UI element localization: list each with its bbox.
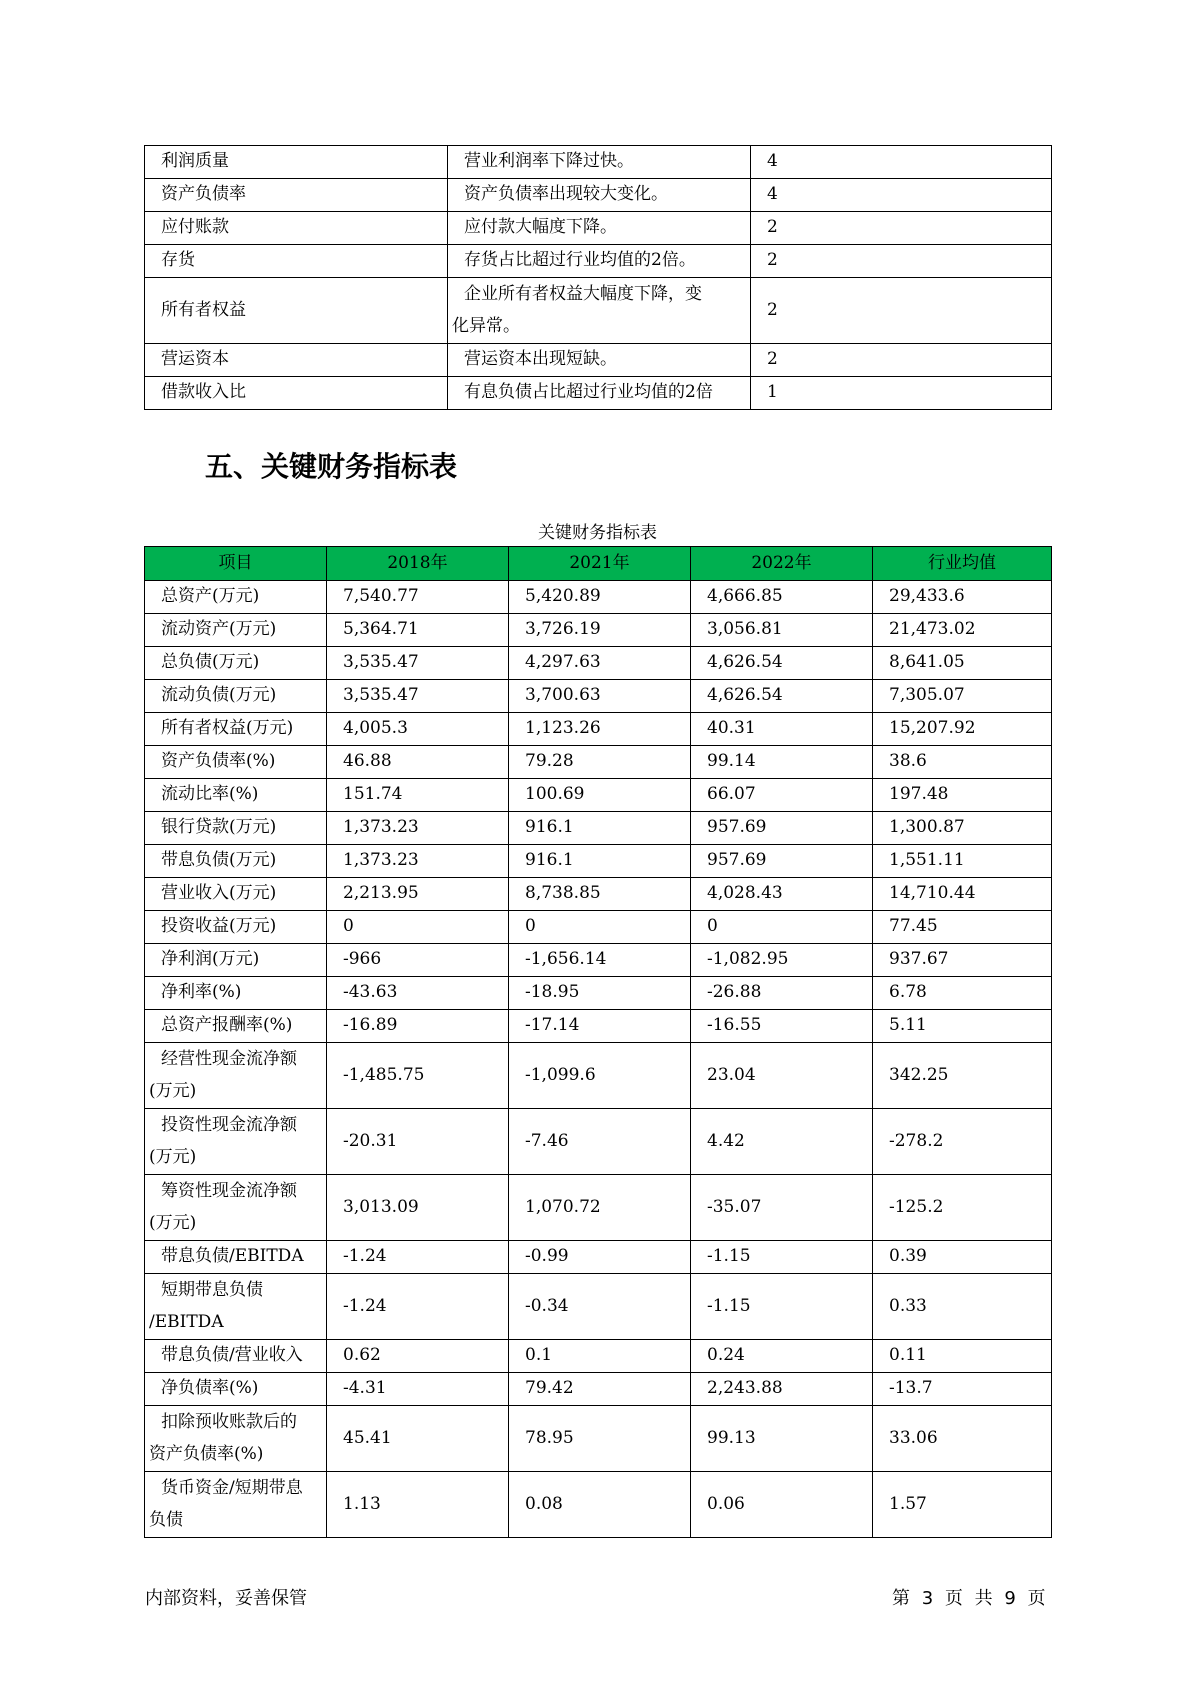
value-cell: -20.31 <box>327 1109 509 1175</box>
table-row <box>145 1472 1052 1538</box>
table-row <box>145 845 1052 878</box>
risk-item: 所有者权益 <box>145 278 448 344</box>
risk-description: 营运资本出现短缺。 <box>448 344 751 377</box>
value-cell: -1.24 <box>327 1241 509 1274</box>
value-cell: -1.15 <box>691 1274 873 1340</box>
row-label <box>145 1109 327 1175</box>
table-row <box>145 746 1052 779</box>
value-cell: -0.34 <box>509 1274 691 1340</box>
value-cell: 3,056.81 <box>691 614 873 647</box>
value-cell: 1,373.23 <box>327 812 509 845</box>
risk-item: 营运资本 <box>145 344 448 377</box>
value-cell: 4,626.54 <box>691 680 873 713</box>
row-label-line: 经营性现金流净额 <box>161 1049 297 1070</box>
table-row <box>145 1274 1052 1340</box>
value-cell: 957.69 <box>691 812 873 845</box>
risk-description: 应付款大幅度下降。 <box>448 212 751 245</box>
value-cell: -1,485.75 <box>327 1043 509 1109</box>
value-cell: 151.74 <box>327 779 509 812</box>
value-cell: 1,300.87 <box>873 812 1052 845</box>
table-row <box>145 212 1052 245</box>
value-cell: -18.95 <box>509 977 691 1010</box>
value-cell: 342.25 <box>873 1043 1052 1109</box>
value-cell: 916.1 <box>509 812 691 845</box>
risk-item: 存货 <box>145 245 448 278</box>
value-cell: 79.42 <box>509 1373 691 1406</box>
row-label: 投资收益(万元) <box>145 911 327 944</box>
table-row <box>145 878 1052 911</box>
value-cell: 4.42 <box>691 1109 873 1175</box>
value-cell: 0.1 <box>509 1340 691 1373</box>
value-cell: 1,551.11 <box>873 845 1052 878</box>
row-label: 总资产报酬率(%) <box>145 1010 327 1043</box>
value-cell: 78.95 <box>509 1406 691 1472</box>
risk-score: 1 <box>751 377 1052 410</box>
value-cell: 77.45 <box>873 911 1052 944</box>
risk-description <box>448 278 751 344</box>
value-cell: 0 <box>509 911 691 944</box>
value-cell: 3,726.19 <box>509 614 691 647</box>
row-label: 净利率(%) <box>145 977 327 1010</box>
row-label-line: 货币资金/短期带息 <box>161 1478 303 1499</box>
row-label-line: (万元) <box>149 1212 197 1233</box>
value-cell: 1.57 <box>873 1472 1052 1538</box>
value-cell: 0.33 <box>873 1274 1052 1340</box>
value-cell: 2,213.95 <box>327 878 509 911</box>
value-cell: -1,099.6 <box>509 1043 691 1109</box>
row-label: 总负债(万元) <box>145 647 327 680</box>
value-cell: -26.88 <box>691 977 873 1010</box>
value-cell: -125.2 <box>873 1175 1052 1241</box>
table-row <box>145 911 1052 944</box>
table-row <box>145 713 1052 746</box>
risk-score: 2 <box>751 245 1052 278</box>
value-cell: 6.78 <box>873 977 1052 1010</box>
table-row <box>145 581 1052 614</box>
row-label: 所有者权益(万元) <box>145 713 327 746</box>
row-label: 带息负债/EBITDA <box>145 1241 327 1274</box>
table-row <box>145 1406 1052 1472</box>
table-row <box>145 779 1052 812</box>
value-cell: 1,123.26 <box>509 713 691 746</box>
value-cell: 3,700.63 <box>509 680 691 713</box>
footer-page-number: 第 3 页 共 9 页 <box>892 1588 1046 1609</box>
value-cell: 0.06 <box>691 1472 873 1538</box>
value-cell: 29,433.6 <box>873 581 1052 614</box>
value-cell: 2,243.88 <box>691 1373 873 1406</box>
table-row <box>145 1043 1052 1109</box>
table-row <box>145 647 1052 680</box>
risk-description: 资产负债率出现较大变化。 <box>448 179 751 212</box>
row-label: 资产负债率(%) <box>145 746 327 779</box>
risk-description: 营业利润率下降过快。 <box>448 146 751 179</box>
value-cell: 3,535.47 <box>327 680 509 713</box>
value-cell: 33.06 <box>873 1406 1052 1472</box>
value-cell: -35.07 <box>691 1175 873 1241</box>
risk-item: 应付账款 <box>145 212 448 245</box>
value-cell: 0.08 <box>509 1472 691 1538</box>
value-cell: 99.14 <box>691 746 873 779</box>
value-cell: -278.2 <box>873 1109 1052 1175</box>
risk-score: 4 <box>751 146 1052 179</box>
value-cell: 0 <box>327 911 509 944</box>
value-cell: 7,305.07 <box>873 680 1052 713</box>
financial-table-body <box>145 581 1052 1538</box>
column-header: 2018年 <box>327 547 509 581</box>
value-cell: 21,473.02 <box>873 614 1052 647</box>
value-cell: 0.11 <box>873 1340 1052 1373</box>
table-row <box>145 1175 1052 1241</box>
table-row <box>145 680 1052 713</box>
value-cell: 45.41 <box>327 1406 509 1472</box>
value-cell: 916.1 <box>509 845 691 878</box>
financial-indicator-table <box>144 546 1052 1538</box>
column-header: 2022年 <box>691 547 873 581</box>
risk-score: 2 <box>751 344 1052 377</box>
risk-score: 4 <box>751 179 1052 212</box>
risk-item: 利润质量 <box>145 146 448 179</box>
value-cell: 14,710.44 <box>873 878 1052 911</box>
value-cell: 99.13 <box>691 1406 873 1472</box>
value-cell: 4,028.43 <box>691 878 873 911</box>
column-header: 项目 <box>145 547 327 581</box>
table-row <box>145 1241 1052 1274</box>
value-cell: 79.28 <box>509 746 691 779</box>
table-row <box>145 1109 1052 1175</box>
risk-description: 有息负债占比超过行业均值的2倍 <box>448 377 751 410</box>
value-cell: 1.13 <box>327 1472 509 1538</box>
table-caption: 关键财务指标表 <box>538 523 657 543</box>
table-row <box>145 278 1052 344</box>
risk-description-line: 化异常。 <box>452 315 520 336</box>
value-cell: -1.15 <box>691 1241 873 1274</box>
value-cell: -17.14 <box>509 1010 691 1043</box>
value-cell: 66.07 <box>691 779 873 812</box>
value-cell: 46.88 <box>327 746 509 779</box>
value-cell: -966 <box>327 944 509 977</box>
section-title: 五、关键财务指标表 <box>205 450 458 483</box>
value-cell: 197.48 <box>873 779 1052 812</box>
value-cell: 5,364.71 <box>327 614 509 647</box>
value-cell: 3,535.47 <box>327 647 509 680</box>
footer-confidential-note: 内部资料，妥善保管 <box>145 1588 307 1609</box>
risk-score: 2 <box>751 212 1052 245</box>
table-row <box>145 1340 1052 1373</box>
table-header-row <box>145 547 1052 581</box>
table-row <box>145 377 1052 410</box>
row-label-line: 筹资性现金流净额 <box>161 1181 297 1202</box>
row-label-line: 负债 <box>149 1509 183 1530</box>
table-row <box>145 1373 1052 1406</box>
row-label-line: 投资性现金流净额 <box>161 1115 297 1136</box>
value-cell: -1,656.14 <box>509 944 691 977</box>
value-cell: 38.6 <box>873 746 1052 779</box>
row-label <box>145 1175 327 1241</box>
value-cell: -16.55 <box>691 1010 873 1043</box>
value-cell: 1,070.72 <box>509 1175 691 1241</box>
row-label-line: 资产负债率(%) <box>149 1443 264 1464</box>
column-header: 行业均值 <box>873 547 1052 581</box>
column-header: 2021年 <box>509 547 691 581</box>
row-label: 净利润(万元) <box>145 944 327 977</box>
row-label: 流动比率(%) <box>145 779 327 812</box>
value-cell: 1,373.23 <box>327 845 509 878</box>
table-row <box>145 179 1052 212</box>
value-cell: -1,082.95 <box>691 944 873 977</box>
risk-description: 存货占比超过行业均值的2倍。 <box>448 245 751 278</box>
value-cell: 15,207.92 <box>873 713 1052 746</box>
value-cell: 23.04 <box>691 1043 873 1109</box>
value-cell: 5.11 <box>873 1010 1052 1043</box>
row-label <box>145 1472 327 1538</box>
value-cell: -43.63 <box>327 977 509 1010</box>
row-label: 带息负债/营业收入 <box>145 1340 327 1373</box>
risk-score: 2 <box>751 278 1052 344</box>
value-cell: -7.46 <box>509 1109 691 1175</box>
table-row <box>145 977 1052 1010</box>
value-cell: 40.31 <box>691 713 873 746</box>
value-cell: 3,013.09 <box>327 1175 509 1241</box>
risk-item: 借款收入比 <box>145 377 448 410</box>
risk-item: 资产负债率 <box>145 179 448 212</box>
value-cell: 957.69 <box>691 845 873 878</box>
row-label: 银行贷款(万元) <box>145 812 327 845</box>
row-label: 带息负债(万元) <box>145 845 327 878</box>
value-cell: 0.24 <box>691 1340 873 1373</box>
row-label-line: 扣除预收账款后的 <box>161 1412 297 1433</box>
value-cell: 8,641.05 <box>873 647 1052 680</box>
value-cell: -13.7 <box>873 1373 1052 1406</box>
value-cell: -1.24 <box>327 1274 509 1340</box>
row-label <box>145 1274 327 1340</box>
table-row <box>145 944 1052 977</box>
value-cell: 0.39 <box>873 1241 1052 1274</box>
table-row <box>145 146 1052 179</box>
risk-description-line: 企业所有者权益大幅度下降，变 <box>464 284 702 305</box>
value-cell: -16.89 <box>327 1010 509 1043</box>
value-cell: -4.31 <box>327 1373 509 1406</box>
value-cell: 937.67 <box>873 944 1052 977</box>
row-label-line: (万元) <box>149 1080 197 1101</box>
row-label: 流动负债(万元) <box>145 680 327 713</box>
row-label-line: 短期带息负债 <box>161 1280 263 1301</box>
value-cell: 4,626.54 <box>691 647 873 680</box>
value-cell: 4,005.3 <box>327 713 509 746</box>
value-cell: 0.62 <box>327 1340 509 1373</box>
row-label <box>145 1043 327 1109</box>
value-cell: 4,297.63 <box>509 647 691 680</box>
value-cell: 0 <box>691 911 873 944</box>
table-row <box>145 245 1052 278</box>
value-cell: 5,420.89 <box>509 581 691 614</box>
row-label: 流动资产(万元) <box>145 614 327 647</box>
value-cell: 100.69 <box>509 779 691 812</box>
value-cell: -0.99 <box>509 1241 691 1274</box>
table-row <box>145 812 1052 845</box>
row-label-line: (万元) <box>149 1146 197 1167</box>
row-label-line: /EBITDA <box>149 1311 224 1332</box>
row-label: 营业收入(万元) <box>145 878 327 911</box>
value-cell: 7,540.77 <box>327 581 509 614</box>
table-row <box>145 1010 1052 1043</box>
risk-indicator-table <box>144 145 1052 410</box>
row-label: 净负债率(%) <box>145 1373 327 1406</box>
table-row <box>145 344 1052 377</box>
row-label <box>145 1406 327 1472</box>
value-cell: 8,738.85 <box>509 878 691 911</box>
table-row <box>145 614 1052 647</box>
row-label: 总资产(万元) <box>145 581 327 614</box>
value-cell: 4,666.85 <box>691 581 873 614</box>
